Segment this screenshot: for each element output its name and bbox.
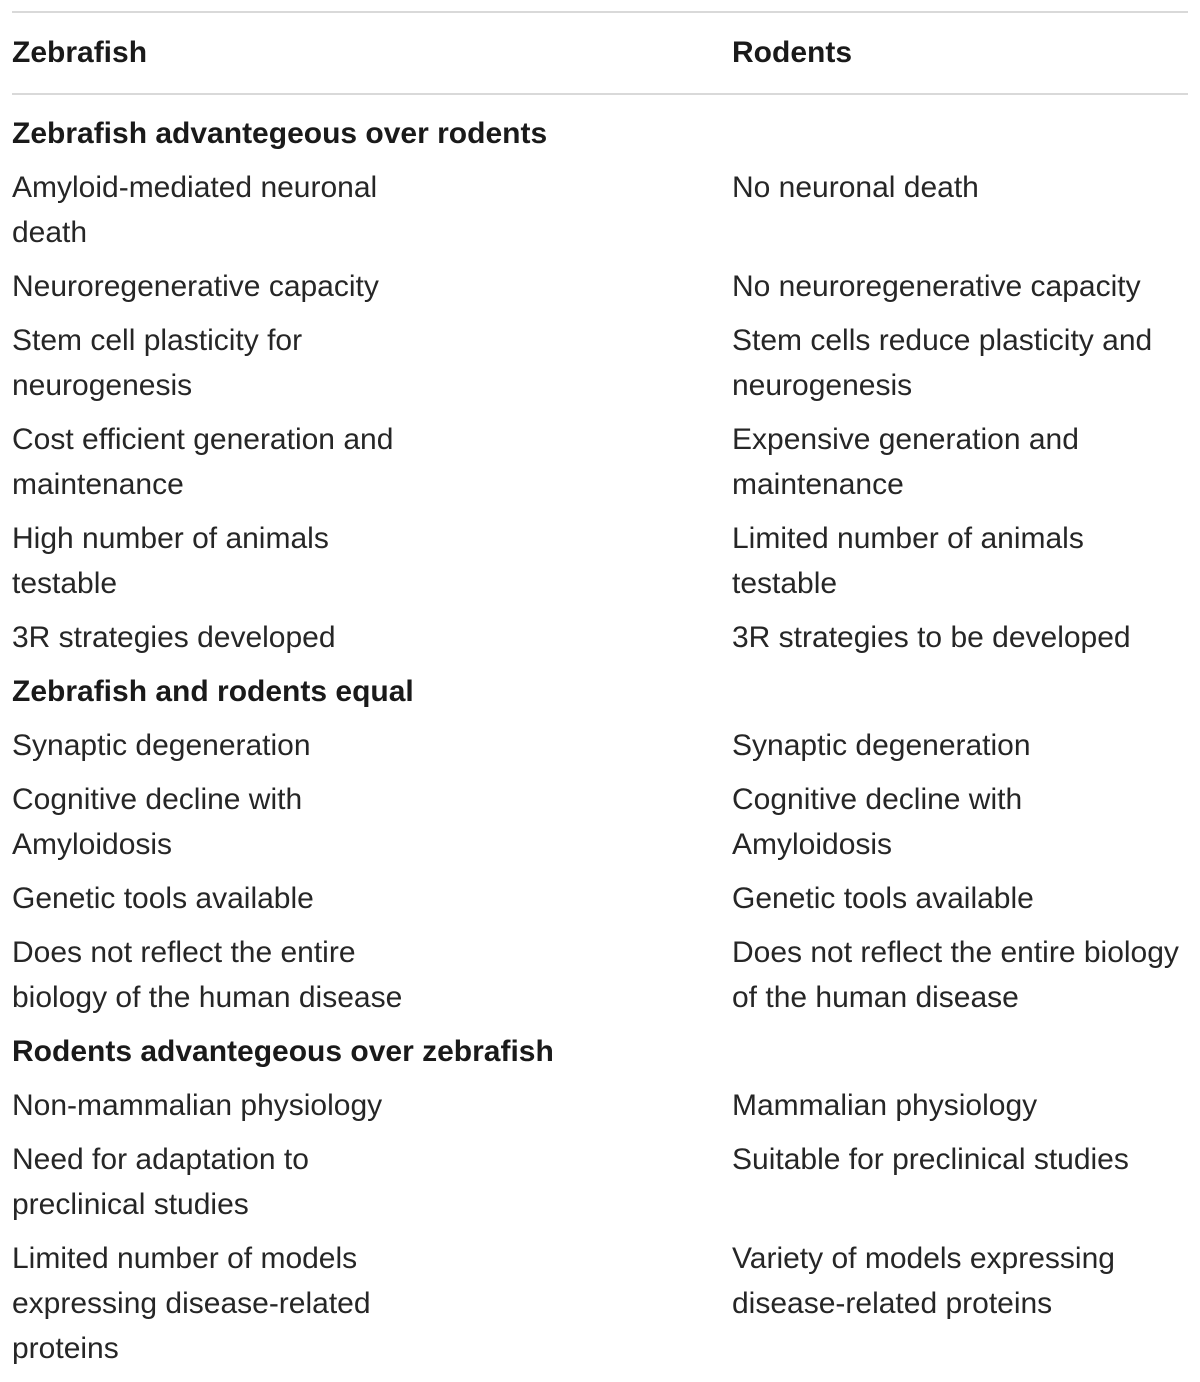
section-title: Zebrafish and rodents equal [12, 675, 414, 708]
zebrafish-cell: Neuroregenerative capacity [12, 270, 379, 303]
rodents-cell: Mammalian physiology [732, 1089, 1038, 1122]
table-row [12, 1137, 1188, 1236]
table-row [12, 264, 1188, 318]
table-row [12, 777, 1188, 876]
zebrafish-cell: Non-mammalian physiology [12, 1089, 383, 1122]
header-zebrafish: Zebrafish [12, 36, 148, 69]
table-row [12, 615, 1188, 669]
rodents-cell: No neuronal death [732, 171, 979, 204]
zebrafish-cell: Limited number of models expressing disease-related proteins [12, 1242, 371, 1365]
zebrafish-cell: Need for adaptation to preclinical studies [12, 1143, 309, 1221]
header-rodents: Rodents [732, 36, 852, 69]
table-row [12, 417, 1188, 516]
table-row [12, 1083, 1188, 1137]
zebrafish-cell: High number of animals testable [12, 522, 329, 600]
zebrafish-cell: Synaptic degeneration [12, 729, 311, 762]
rodents-cell: Stem cells reduce plasticity and neurogenesis [732, 324, 1153, 402]
rodents-cell: Limited number of animals testable [732, 522, 1084, 600]
section-title: Rodents advantegeous over zebrafish [12, 1035, 554, 1068]
rodents-cell: Genetic tools available [732, 882, 1034, 915]
rodents-cell: No neuroregenerative capacity [732, 270, 1141, 303]
zebrafish-cell: Does not reflect the entire biology of the human disease [12, 936, 403, 1014]
zebrafish-cell: Stem cell plasticity for neurogenesis [12, 324, 303, 402]
zebrafish-cell: Genetic tools available [12, 882, 314, 915]
rodents-cell: Variety of models expressing disease-related proteins [732, 1242, 1115, 1320]
rodents-cell: Expensive generation and maintenance [732, 423, 1079, 501]
table-row [12, 723, 1188, 777]
zebrafish-cell: Amyloid-mediated neuronal death [12, 171, 378, 249]
header-rule [12, 93, 1188, 95]
table-row [12, 1236, 1188, 1380]
rodents-cell: Suitable for preclinical studies [732, 1143, 1129, 1176]
zebrafish-cell: 3R strategies developed [12, 621, 336, 654]
rodents-cell: Cognitive decline with Amyloidosis [732, 783, 1023, 861]
rodents-cell: Does not reflect the entire biology of the human disease [732, 936, 1179, 1014]
rodents-cell: 3R strategies to be developed [732, 621, 1131, 654]
zebrafish-cell: Cognitive decline with Amyloidosis [12, 783, 303, 861]
table-row [12, 516, 1188, 615]
rodents-cell: Synaptic degeneration [732, 729, 1031, 762]
table-row [12, 930, 1188, 1029]
table-row [12, 876, 1188, 930]
section-title: Zebrafish advantegeous over rodents [12, 117, 548, 150]
table-row [12, 318, 1188, 417]
table-header [12, 13, 1188, 93]
table-row [12, 165, 1188, 264]
comparison-table [12, 11, 1188, 1380]
zebrafish-cell: Cost efficient generation and maintenance [12, 423, 394, 501]
